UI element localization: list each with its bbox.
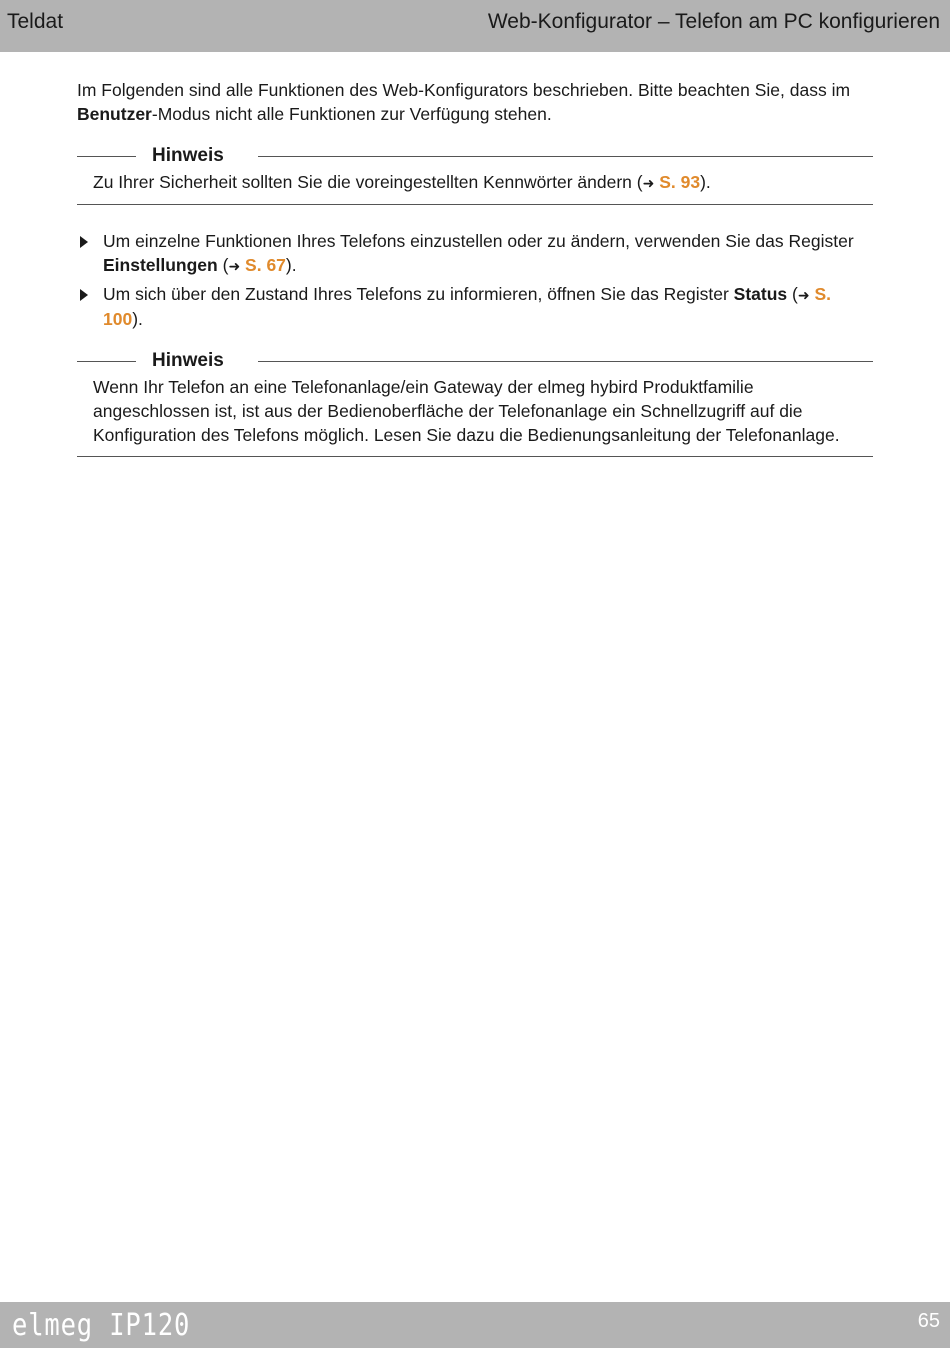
list-item-bold: Status <box>733 284 788 304</box>
header-brand: Teldat <box>7 10 64 33</box>
list-item-open: ( <box>787 284 798 304</box>
list-item <box>77 229 873 278</box>
page-reference-link[interactable]: S. 67 <box>245 255 286 275</box>
note-rule-left <box>77 361 136 362</box>
bullet-triangle-icon <box>80 236 88 248</box>
note-rule-left <box>77 156 136 157</box>
list-item-end: ). <box>132 309 143 329</box>
product-logo: elmeg IP120 <box>12 1308 191 1343</box>
page-content <box>77 78 873 457</box>
note-body: Wenn Ihr Telefon an eine Telefonanlage/ein Gateway der elmeg hybird Produktfamilie angeschlossen ist, ist aus der Bedienoberfläche der Telefonanlage ein Schnellzugriff auf die Konfiguration des Telefons möglich. Lesen Sie dazu die Bedienungsanleitung der Telefonanlage. <box>93 377 840 445</box>
page-header <box>0 0 950 52</box>
arrow-icon: ➜ <box>228 258 241 274</box>
note-body <box>77 170 873 195</box>
list-item <box>77 282 873 331</box>
intro-text-2: -Modus nicht alle Funktionen zur Verfügung stehen. <box>151 104 552 124</box>
note-box-security <box>77 144 873 205</box>
page-reference-link[interactable]: S. 100 <box>103 284 832 329</box>
note-header <box>77 349 873 375</box>
list-item-bold: Einstellungen <box>103 255 218 275</box>
note-text-end: ). <box>700 172 711 192</box>
page-footer <box>0 1302 950 1348</box>
note-header <box>77 144 873 170</box>
bullet-triangle-icon <box>80 289 88 301</box>
page-reference-link[interactable]: S. 93 <box>659 172 701 192</box>
list-item-open: ( <box>217 255 229 275</box>
intro-bold: Benutzer <box>77 104 152 124</box>
note-rule-right <box>258 156 873 157</box>
instruction-list <box>77 229 873 331</box>
list-item-text: Um sich über den Zustand Ihres Telefons zu informieren, öffnen Sie das Register <box>103 284 734 304</box>
header-title: Web-Konfigurator – Telefon am PC konfigurieren <box>487 10 940 33</box>
list-item-text: Um einzelne Funktionen Ihres Telefons einzustellen oder zu ändern, verwenden Sie das Register <box>103 231 854 251</box>
list-item-end: ). <box>285 255 297 275</box>
note-label: Hinweis <box>152 350 224 371</box>
arrow-icon: ➜ <box>797 287 810 303</box>
arrow-icon: ➜ <box>642 175 655 191</box>
note-rule-right <box>258 361 873 362</box>
note-label: Hinweis <box>152 145 224 166</box>
intro-text-1: Im Folgenden sind alle Funktionen des Web-Konfigurators beschrieben. Bitte beachten Sie, dass im <box>77 80 851 100</box>
page-number: 65 <box>917 1310 940 1332</box>
note-box-gateway <box>77 349 873 457</box>
intro-paragraph <box>77 78 873 126</box>
note-text: Zu Ihrer Sicherheit sollten Sie die voreingestellten Kennwörter ändern ( <box>93 172 643 192</box>
